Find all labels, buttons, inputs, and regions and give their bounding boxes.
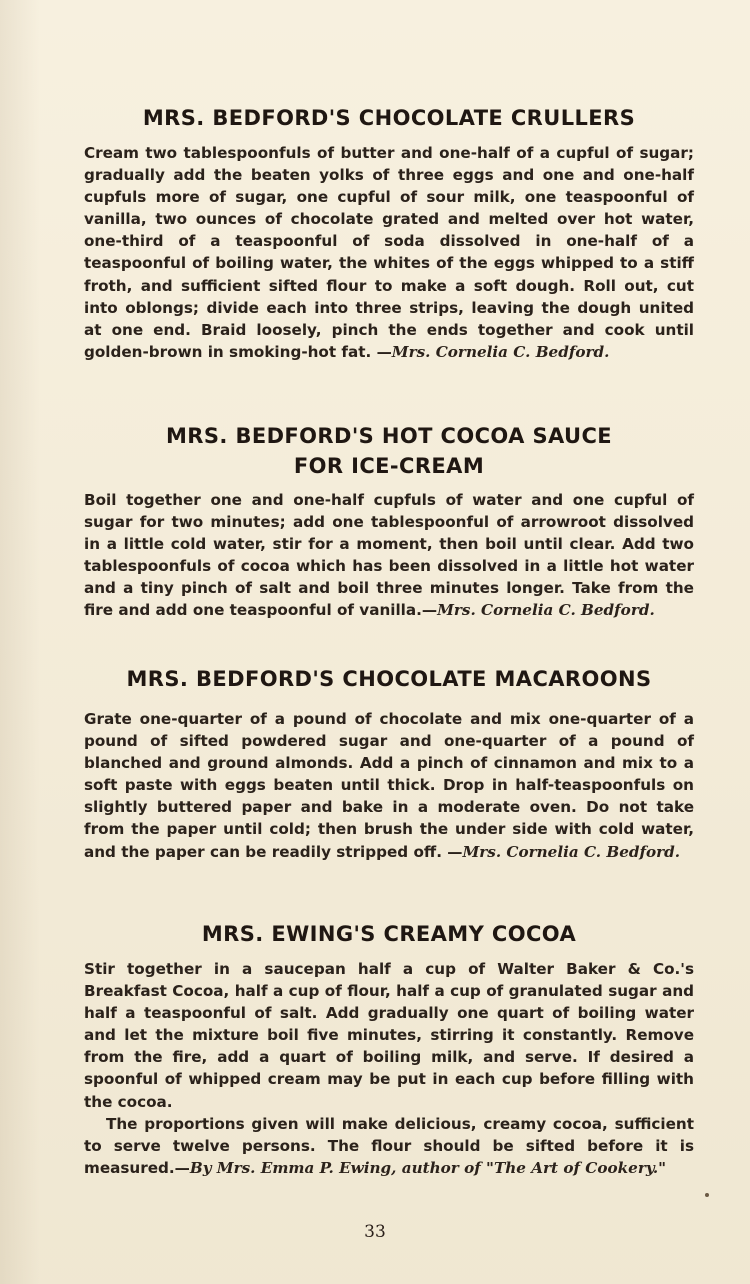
recipe-text: Boil together one and one-half cupfuls of water and one cupful of sugar for two minutes; add one tablespoonful of arrowroot dissolved in a little cold water, stir for a moment, then boil until clear. Add two tablespoonfuls of cocoa which has been dissolved in a little hot water and a tiny pinch of salt and boil three minutes longer. Take from the fire and add one teaspoonful of vanilla.— (84, 491, 694, 620)
recipe-body-hot-cocoa-sauce (84, 489, 694, 622)
page-number: 33 (364, 1222, 386, 1242)
recipe-text-continued: The proportions given will make delicious, creamy cocoa, sufficient to serve twelve persons. The flour should be sifted before it is measured.— (84, 1114, 694, 1177)
recipe-title-hot-cocoa-sauce-line2: FOR ICE-CREAM (293, 454, 485, 478)
recipe-text: Cream two tablespoonfuls of butter and one-half of a cupful of sugar; gradually add the beaten yolks of three eggs and one and one-half cupfuls more of sugar, one cupful of sour milk, one teaspoonful of vanilla, two ounces of chocolate grated and melted over hot water, one-third of a teaspoonful of soda dissolved in one-half of a teaspoonful of boiling water, the whites of the eggs whipped to a stiff froth, and sufficient sifted flour to make a soft dough. Roll out, cut into oblongs; divide each into three strips, leaving the dough united at one end. Braid loosely, pinch the ends together and cook until golden-brown in smoking-hot fat. — (84, 144, 694, 361)
recipe-body-chocolate-macaroons (84, 708, 694, 863)
recipe-body-creamy-cocoa (84, 958, 694, 1179)
recipe-title-hot-cocoa-sauce-line1: MRS. BEDFORD'S HOT COCOA SAUCE (165, 424, 613, 448)
recipe-credit: Mrs. Cornelia C. Bedford. (462, 842, 681, 861)
print-speck (705, 1193, 709, 1197)
recipe-title-chocolate-crullers: MRS. BEDFORD'S CHOCOLATE CRULLERS (142, 106, 636, 130)
recipe-credit: By Mrs. Emma P. Ewing, author of "The Art of Cookery." (189, 1158, 667, 1177)
recipe-title-creamy-cocoa: MRS. EWING'S CREAMY COCOA (201, 922, 577, 946)
recipe-body-chocolate-crullers (84, 142, 694, 363)
recipe-title-chocolate-macaroons: MRS. BEDFORD'S CHOCOLATE MACAROONS (126, 667, 652, 691)
recipe-credit: Mrs. Cornelia C. Bedford. (391, 342, 610, 361)
recipe-credit: Mrs. Cornelia C. Bedford. (437, 601, 655, 620)
recipe-text: Grate one-quarter of a pound of chocolate and mix one-quarter of a pound of sifted powdered sugar and one-quarter of a pound of blanched and ground almonds. Add a pinch of cinnamon and mix to a soft paste with eggs beaten until thick. Drop in half-teaspoonfuls on slightly buttered paper and bake in a moderate oven. Do not take from the paper until cold; then brush the under side with cold water, and the paper can be readily stripped off. — (84, 710, 694, 861)
recipe-text: Stir together in a saucepan half a cup of Walter Baker & Co.'s Breakfast Cocoa, half a cup of flour, half a cup of granulated sugar and half a teaspoonful of salt. Add gradually one quart of boiling water and let the mixture boil five minutes, stirring it constantly. Remove from the fire, add a quart of boiling milk, and serve. If desired a spoonful of whipped cream may be put in each cup before filling with the cocoa. (84, 960, 694, 1111)
